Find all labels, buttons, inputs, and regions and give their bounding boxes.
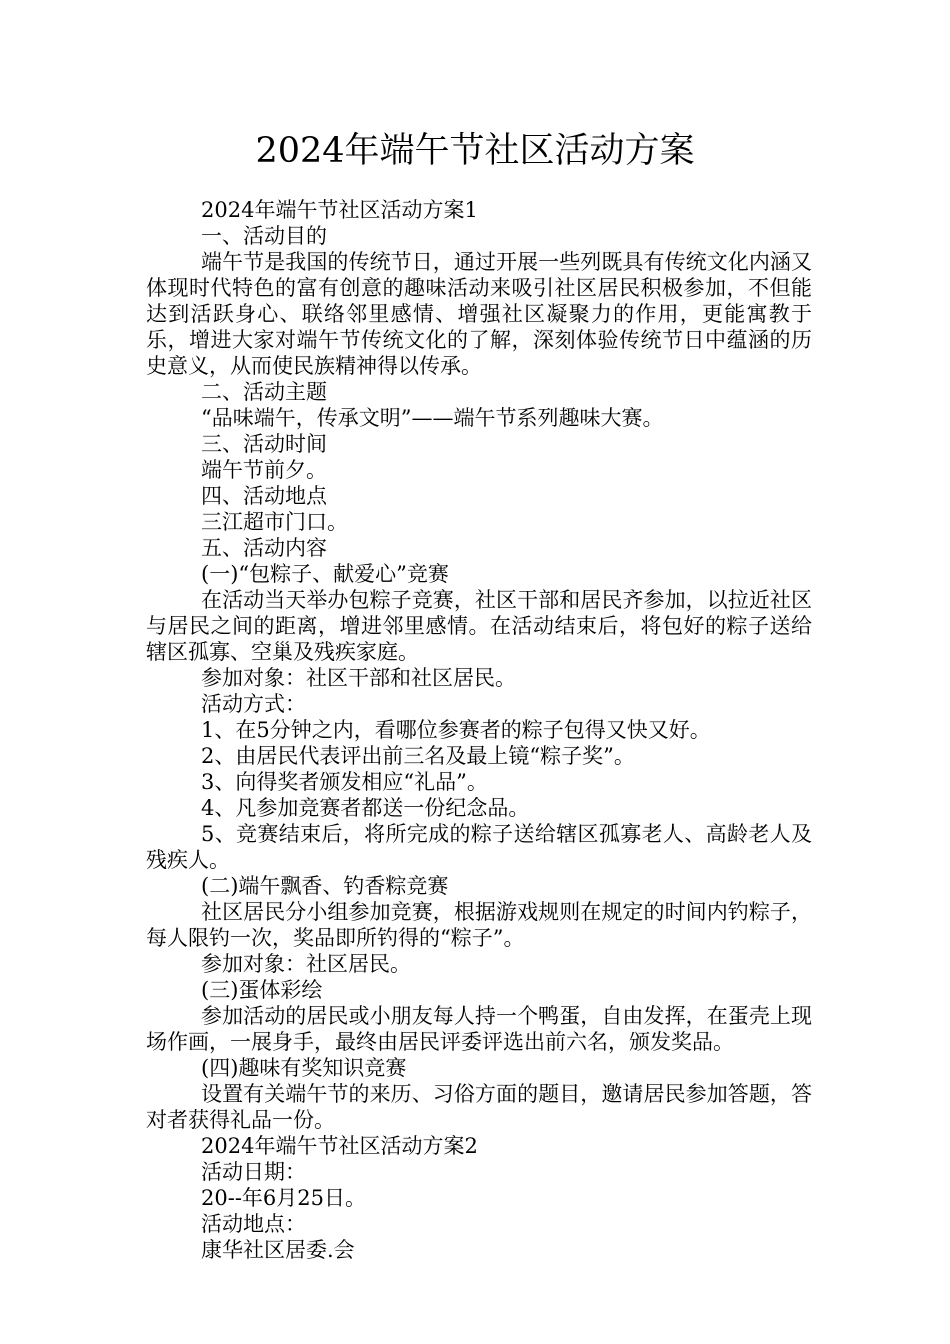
body-paragraph: 活动地点： <box>201 1212 306 1236</box>
list-item: 3、向得奖者颁发相应“礼品”。 <box>201 770 488 794</box>
list-item: 4、凡参加竞赛者都送一份纪念品。 <box>201 796 530 820</box>
body-paragraph: 设置有关端午节的来历、习俗方面的题目，邀请居民参加答题，答对者获得礼品一份。 <box>146 1082 812 1132</box>
subsection-heading: (二)端午飘香、钓香粽竞赛 <box>201 874 449 898</box>
document-body <box>146 197 812 1263</box>
body-paragraph: 活动方式： <box>201 692 306 716</box>
body-paragraph: 康华社区居委.会 <box>201 1238 355 1262</box>
body-paragraph: 20--年6月25日。 <box>201 1186 366 1210</box>
list-item: 5、竞赛结束后，将所完成的粽子送给辖区孤寡老人、高龄老人及残疾人。 <box>146 822 812 872</box>
section-heading: 2024年端午节社区活动方案2 <box>201 1134 478 1158</box>
body-paragraph: 参加对象：社区干部和社区居民。 <box>201 666 516 690</box>
subsection-heading: (三)蛋体彩绘 <box>201 978 323 1002</box>
section-heading: 四、活动地点 <box>201 484 327 508</box>
body-paragraph: 活动日期： <box>201 1160 306 1184</box>
body-paragraph: 端午节前夕。 <box>201 458 327 482</box>
body-paragraph: 三江超市门口。 <box>201 510 348 534</box>
body-paragraph: “品味端午，传承文明”——端午节系列趣味大赛。 <box>201 406 664 430</box>
section-heading: 五、活动内容 <box>201 536 327 560</box>
document-title: 2024年端午节社区活动方案 <box>255 131 695 171</box>
body-paragraph: 端午节是我国的传统节日，通过开展一些列既具有传统文化内涵又体现时代特色的富有创意的趣味活动来吸引社区居民积极参加，不但能达到活跃身心、联络邻里感情、增强社区凝聚力的作用，更能寓教于乐，增进大家对端午节传统文化的了解，深刻体验传统节日中蕴涵的历史意义，从而使民族精神得以传承。 <box>146 250 812 378</box>
subsection-heading: (一)“包粽子、献爱心”竞赛 <box>201 562 449 586</box>
subsection-heading: (四)趣味有奖知识竞赛 <box>201 1056 407 1080</box>
body-paragraph: 参加对象：社区居民。 <box>201 952 411 976</box>
section-heading: 2024年端午节社区活动方案1 <box>201 198 478 222</box>
body-paragraph: 在活动当天举办包粽子竞赛，社区干部和居民齐参加，以拉近社区与居民之间的距离，增进邻里感情。在活动结束后，将包好的粽子送给辖区孤寡、空巢及残疾家庭。 <box>146 588 812 664</box>
body-paragraph: 参加活动的居民或小朋友每人持一个鸭蛋，自由发挥，在蛋壳上现场作画，一展身手，最终由居民评委评选出前六名，颁发奖品。 <box>146 1004 812 1054</box>
list-item: 1、在5分钟之内，看哪位参赛者的粽子包得又快又好。 <box>201 718 711 742</box>
body-paragraph: 社区居民分小组参加竞赛，根据游戏规则在规定的时间内钓粽子，每人限钓一次，奖品即所钓得的“粽子”。 <box>146 900 812 950</box>
section-heading: 一、活动目的 <box>201 224 327 248</box>
section-heading: 二、活动主题 <box>201 380 327 404</box>
section-heading: 三、活动时间 <box>201 432 327 456</box>
list-item: 2、由居民代表评出前三名及最上镜“粽子奖”。 <box>201 744 635 768</box>
